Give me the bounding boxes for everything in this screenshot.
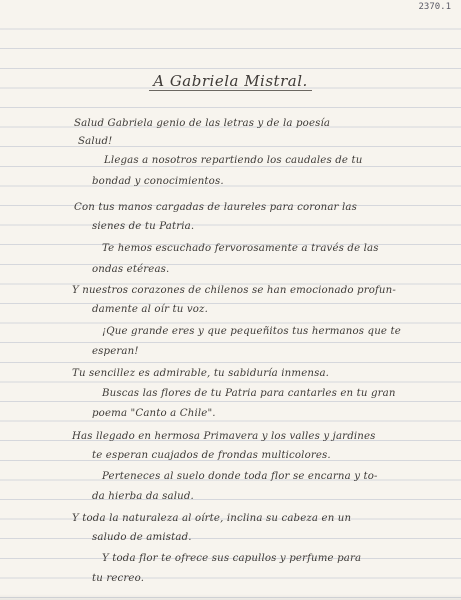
text-line: Salud Gabriela genio de las letras y de la poesía [74,118,331,129]
text-line: Y toda flor te ofrece sus capullos y perfume para [102,553,362,564]
text-line: Y nuestros corazones de chilenos se han emocionado profun- [72,285,396,296]
text-line: saludo de amistad. [92,532,192,543]
text-line: sienes de tu Patria. [92,221,195,232]
text-line: tu recreo. [92,573,145,584]
text-line: Tu sencillez es admirable, tu sabiduría inmensa. [72,368,330,379]
text-line: Y toda la naturaleza al oírte, inclina su cabeza en un [72,513,352,524]
text-line: Buscas las flores de tu Patria para cantarles en tu gran [102,388,396,399]
text-line: damente al oír tu voz. [92,304,208,315]
text-line: Llegas a nosotros repartiendo los caudales de tu [104,155,363,166]
text-line: ¡Que grande eres y que pequeñitos tus hermanos que te [102,326,401,337]
text-line: Perteneces al suelo donde toda flor se encarna y to- [102,471,378,482]
archive-number: 2370.1 [418,2,451,12]
title-text: A Gabriela Mistral. [149,72,312,91]
text-line: Con tus manos cargadas de laureles para coronar las [74,202,357,213]
text-line: Salud! [78,136,113,147]
text-line: Has llegado en hermosa Primavera y los valles y jardines [72,431,376,442]
page-edge-shadow [0,594,461,600]
text-line: poema "Canto a Chile". [92,408,216,419]
text-line: ondas etéreas. [92,264,170,275]
text-line: da hierba da salud. [92,491,194,502]
text-line: Te hemos escuchado fervorosamente a través de las [102,243,379,254]
text-line: te esperan cuajados de frondas multicolores. [92,450,331,461]
letter-title [0,72,461,90]
text-line: esperan! [92,346,139,357]
text-line: bondad y conocimientos. [92,176,224,187]
